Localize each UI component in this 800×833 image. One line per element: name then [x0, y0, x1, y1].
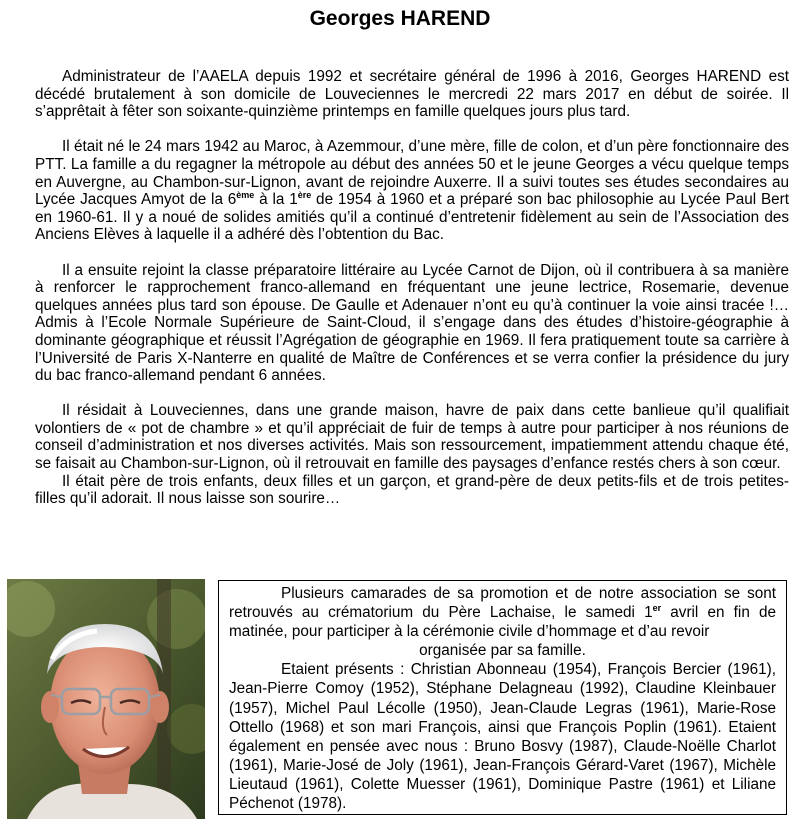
superscript-ordinal: ème	[236, 190, 255, 201]
superscript-ordinal: ère	[297, 190, 312, 201]
paragraph-family: Il était père de trois enfants, deux filles et un garçon, et grand-père de deux petits-fils et de trois petites-filles qu’il adorait. Il nous laisse son sourire…	[35, 472, 789, 508]
ceremony-intro-part1: Plusieurs camarades de sa promotion et de notre association se sont retrouvés au crématorium du Père Lachaise, le samedi 1	[229, 585, 776, 622]
paragraph-childhood-part2: à la 1	[254, 191, 298, 209]
article-body	[35, 68, 789, 525]
paragraph-childhood-part3: de 1954 à 1960 et a préparé son bac philosophie au Lycée Paul Bert en 1960-61. Il y a noué de solides amitiés qu’il a continué d’entretenir fidèlement au sein de l’Association des Anciens Elèves à laquelle il a adhéré dès l’obtention du Bac.	[35, 191, 790, 244]
portrait-illustration	[7, 579, 205, 819]
ceremony-intro	[229, 584, 776, 641]
portrait-photo	[7, 579, 205, 819]
paragraph-intro: Administrateur de l’AAELA depuis 1992 et secrétaire général de 1996 à 2016, Georges HAREND est décédé brutalement à son domicile de Louveciennes le mercredi 22 mars 2017 en début de soirée. Il s’apprêtait à fêter son soixante-quinzième printemps en famille quelques jours plus tard.	[35, 68, 789, 121]
paragraph-childhood	[35, 138, 789, 244]
ceremony-intro-part2: avril en fin de matinée, pour participer à la cérémonie civile d’hommage et d’au revoir	[229, 604, 777, 641]
superscript-ordinal: er	[652, 603, 662, 613]
page-title: Georges HAREND	[309, 7, 491, 30]
ceremony-box	[218, 580, 787, 815]
paragraph-childhood-part1: Il était né le 24 mars 1942 au Maroc, à Azemmour, d’une mère, fille de colon, et d’un père fonctionnaire des PTT. La famille a du regagner la métropole au début des années 50 et le jeune Georges a vécu quelque temps en Auvergne, au Chambon-sur-Lignon, avant de rejoindre Auxerre. Il a suivi toutes ses études secondaires au Lycée Jacques Amyot de la 6	[35, 138, 789, 209]
ceremony-intro-end: organisée par sa famille.	[419, 642, 586, 660]
paragraph-home: Il résidait à Louveciennes, dans une grande maison, havre de paix dans cette banlieue qu’il qualifiait volontiers de « pot de chambre » et qu’il appréciait de fuir de temps à autre pour participer à nos réunions de conseil d’administration et nos diverses activités. Mais son ressourcement, impatiemment attendu chaque été, se faisait au Chambon-sur-Lignon, où il retrouvait en famille des paysages d’enfance restés chers à son cœur.	[35, 402, 789, 473]
paragraph-career: Il a ensuite rejoint la classe préparatoire littéraire au Lycée Carnot de Dijon, où il contribuera à sa manière à renforcer le rapprochement franco-allemand en fréquentant une jeune lectrice, Rosemarie, devenue quelques années plus tard son épouse. De Gaulle et Adenauer n’ont eu qu’à continuer la voie ainsi tracée !… Admis à l’Ecole Normale Supérieure de Saint-Cloud, il s’engage dans des études d’histoire-géographie à dominante géographique et réussit l’Agrégation de géographie en 1969. Il fera pratiquement toute sa carrière à l’Université de Paris X-Nanterre en qualité de Maître de Conférences et se verra confier la présidence du jury du bac franco-allemand pendant 6 années.	[35, 261, 789, 385]
attendees-list: Etaient présents : Christian Abonneau (1954), François Bercier (1961), Jean-Pierre Comoy (1952), Stéphane Delagneau (1992), Claudine Kleinbauer (1957), Michel Paul Lécolle (1950), Jean-Claude Legras (1961), Marie-Rose Ottello (1968) et son mari François, ainsi que François Poplin (1961). Etaient également en pensée avec nous : Bruno Bosvy (1987), Claude-Noëlle Charlot (1961), Marie-José de Joly (1961), Jean-François Gérard-Varet (1967), Michèle Lieutaud (1961), Colette Muesser (1961), Dominique Pastre (1961) et Liliane Péchenot (1978).	[229, 661, 776, 813]
